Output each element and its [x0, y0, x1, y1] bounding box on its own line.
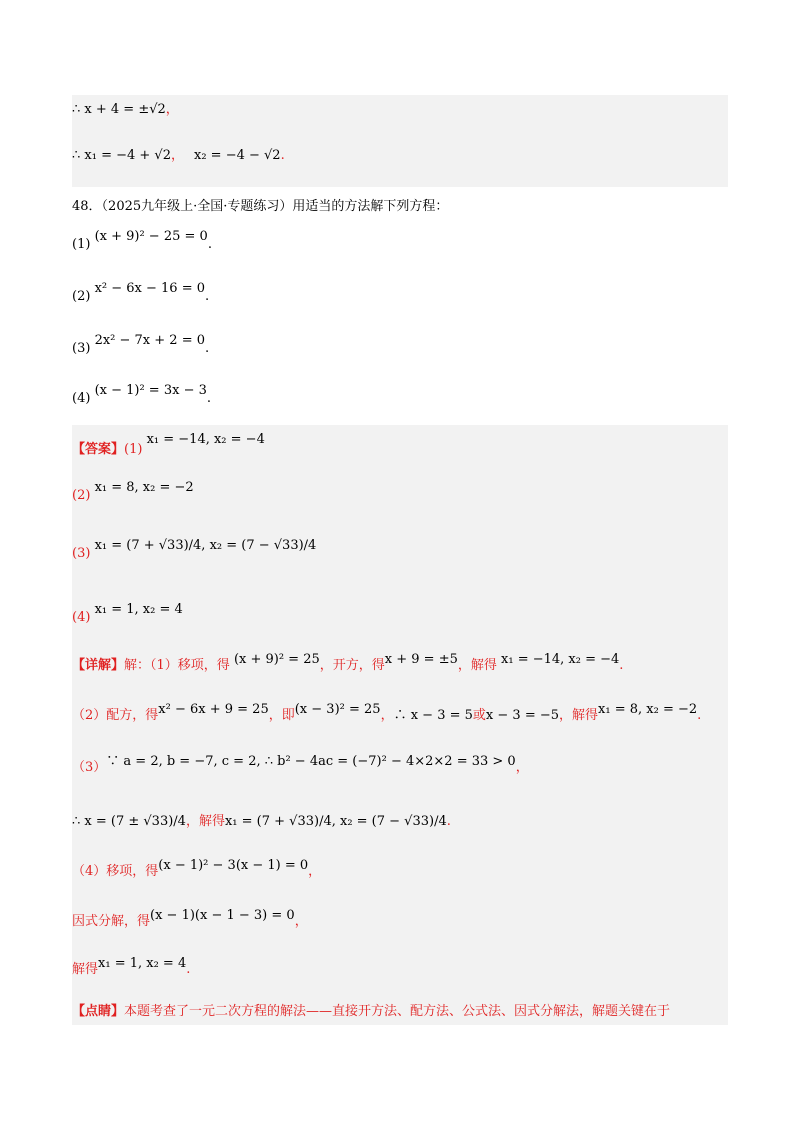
detail-line: （2）配方，得x² − 6x + 9 = 25，即(x − 3)² = 25，∴ x − 3 = 5或x − 3 = −5，解得x₁ = 8, x₂ = −2.: [72, 702, 702, 723]
previous-solution-block: [72, 95, 728, 187]
question-item: (2) x² − 6x − 16 = 0.: [72, 281, 210, 304]
question-item: (1) (x + 9)² − 25 = 0.: [72, 229, 212, 252]
detail-line: 解得x₁ = 1, x₂ = 4.: [72, 956, 191, 977]
solution-line: ∴ x + 4 = ±√2，: [72, 102, 179, 117]
answer-line: (3) x₁ = (7 + √33)/4, x₂ = (7 − √33)/4: [72, 538, 317, 561]
detail-line: ∴ x = (7 ± √33)/4，解得x₁ = (7 + √33)/4, x₂ = (7 − √33)/4.: [72, 814, 451, 829]
detail-line: （4）移项，得(x − 1)² − 3(x − 1) = 0，: [72, 858, 322, 879]
question-item: (4) (x − 1)² = 3x − 3.: [72, 383, 212, 406]
detail-line: 因式分解，得(x − 1)(x − 1 − 3) = 0，: [72, 908, 308, 929]
answer-line: (2) x₁ = 8, x₂ = −2: [72, 480, 194, 503]
question-title: 48．（2025九年级上·全国·专题练习）用适当的方法解下列方程：: [72, 199, 449, 214]
comment-line: 【点睛】本题考查了一元二次方程的解法——直接开方法、配方法、公式法、因式分解法，解题关键在于: [72, 1004, 671, 1019]
detail-line: （3）∵ a = 2, b = −7, c = 2, ∴ b² − 4ac = (−7)² − 4×2×2 = 33 > 0，: [72, 754, 529, 775]
question-item: (3) 2x² − 7x + 2 = 0.: [72, 333, 210, 356]
answer-line: (4) x₁ = 1, x₂ = 4: [72, 602, 183, 625]
detail-line: 【详解】解：（1）移项，得 (x + 9)² = 25，开方，得x + 9 = ±5，解得 x₁ = −14, x₂ = −4.: [72, 652, 624, 673]
answer-block: [72, 425, 728, 1025]
solution-line: ∴ x₁ = −4 + √2， x₂ = −4 − √2.: [72, 148, 285, 163]
answer-line: 【答案】(1) x₁ = −14, x₂ = −4: [72, 432, 265, 457]
